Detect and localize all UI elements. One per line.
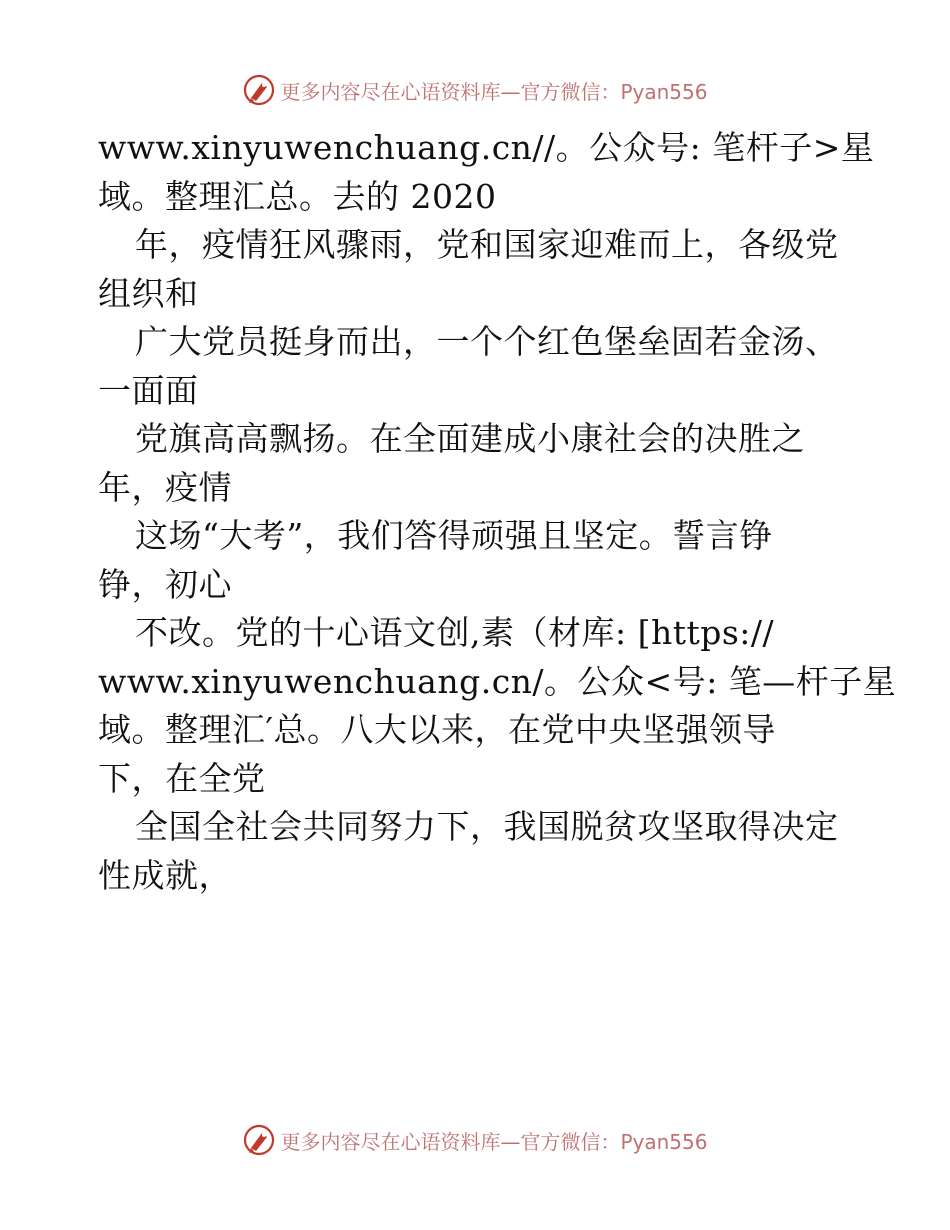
body-text-line: 域。整理汇′总。八大以来，在党中央坚强领导 <box>98 710 776 749</box>
footer-watermark-text: 更多内容尽在心语资料库—官方微信：Pyan556 <box>280 1129 708 1154</box>
footer-watermark <box>0 1120 950 1160</box>
body-text-line: 年，疫情 <box>98 467 232 507</box>
body-text-line: 域。整理汇总。去的 2020 <box>98 176 497 216</box>
pen-logo-icon <box>242 73 276 107</box>
pen-logo-icon <box>242 1123 276 1157</box>
header-watermark-text: 更多内容尽在心语资料库—官方微信：Pyan556 <box>280 79 708 104</box>
document-body <box>98 124 898 900</box>
body-text-line: 不改。党的十心语文创,素（材库: [https:// <box>135 613 775 652</box>
body-text-line: www.xinyuwenchuang.cn//。公众号: 笔杆子>星 <box>98 128 875 167</box>
body-text-line: 一面面 <box>98 370 199 410</box>
body-text-line: 下，在全党 <box>98 758 266 798</box>
body-text-line: 组织和 <box>98 273 199 313</box>
body-text-line: www.xinyuwenchuang.cn/。公众<号: 笔—杆子星 <box>98 661 897 701</box>
header-watermark <box>0 70 950 110</box>
body-text-line: 广大党员挺身而出，一个个红色堡垒固若金汤、 <box>135 322 839 361</box>
body-text-line: 这场“大考”，我们答得顽强且坚定。誓言铮 <box>135 516 773 555</box>
body-text-line: 全国全社会共同努力下，我国脱贫攻坚取得决定 <box>135 807 839 846</box>
body-text-line: 性成就， <box>98 855 232 895</box>
body-text-line: 党旗高高飘扬。在全面建成小康社会的决胜之 <box>135 419 805 458</box>
body-text-line: 铮，初心 <box>98 564 232 604</box>
body-text-line: 年，疫情狂风骤雨，党和国家迎难而上，各级党 <box>135 225 839 264</box>
